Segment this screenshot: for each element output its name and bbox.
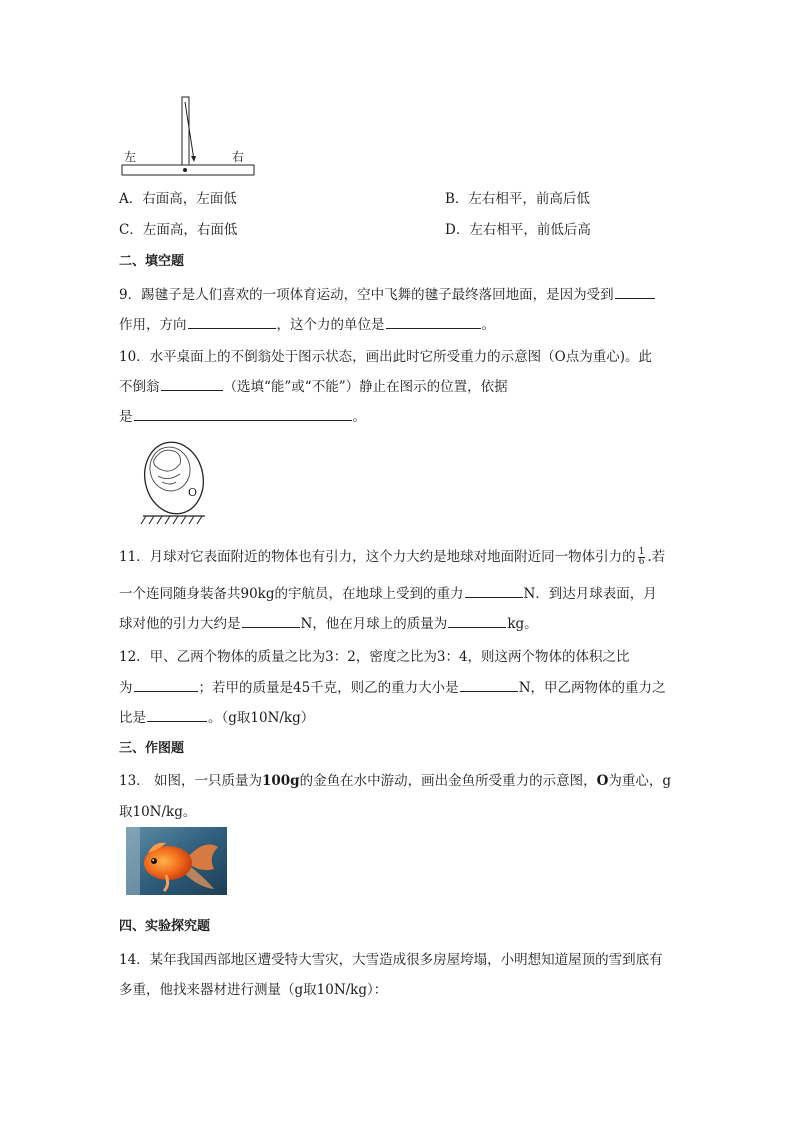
q11-line3 <box>119 612 538 632</box>
q12-line2 <box>119 676 666 696</box>
section-heading-fill-in: 二、填空题 <box>119 254 185 269</box>
q11-line2 <box>119 582 657 602</box>
q11-text3: 一个连同随身装备共90kg的宇航员，在地球上受到的重力 <box>119 586 464 602</box>
q12-blank1[interactable] <box>134 677 198 692</box>
q9-text4: 。 <box>481 317 495 333</box>
q11-blank3[interactable] <box>448 613 506 628</box>
level-board-figure <box>118 92 258 178</box>
q12-line3 <box>119 706 314 726</box>
option-d: D．左右相平，前低后高 <box>445 222 591 238</box>
q13-text1: 13． 如图，一只质量为 <box>119 773 262 789</box>
q11-text1: 11．月球对它表面附近的物体也有引力，这个力大约是地球对地面附近同一物体引力的 <box>119 549 636 565</box>
q10-line2 <box>119 375 508 395</box>
section-heading-experiment: 四、实验探究题 <box>119 919 211 934</box>
fraction-denominator: 6 <box>638 557 645 567</box>
q9-blank3[interactable] <box>386 314 481 329</box>
option-b: B．左右相平，前高后低 <box>445 191 590 207</box>
q10-blank2[interactable] <box>134 406 352 421</box>
q12-blank3[interactable] <box>147 707 207 722</box>
q10-text1: 不倒翁 <box>119 379 160 395</box>
q13-line1 <box>119 769 671 789</box>
q11-blank2[interactable] <box>242 613 300 628</box>
q10-line3 <box>119 405 366 425</box>
q13-text2: 的金鱼在水中游动，画出金鱼所受重力的示意图， <box>299 773 597 789</box>
q9-blank2[interactable] <box>188 314 276 329</box>
q11-text5: 球对他的引力大约是 <box>119 616 241 632</box>
board-right-label: 右 <box>232 150 245 164</box>
q11-text7: kg。 <box>507 616 538 632</box>
q14-line1: 14．某年我国西部地区遭受特大雪灾，大雪造成很多房屋垮塌，小明想知道屋顶的雪到底有 <box>119 952 663 968</box>
q9-text2: 作用，方向 <box>119 317 187 333</box>
q9-text3: ，这个力的单位是 <box>276 317 385 333</box>
q13-line2: 取10N/kg。 <box>119 804 197 820</box>
q11-fraction <box>638 548 646 567</box>
q13-mass: 100g <box>261 773 300 789</box>
q10-blank1[interactable] <box>161 376 223 391</box>
q12-text3: N，甲乙两物体的重力之 <box>518 680 666 696</box>
q10-line1: 10．水平桌面上的不倒翁处于图示状态，画出此时它所受重力的示意图（O点为重心)。此 <box>119 349 653 365</box>
q9-line2 <box>119 313 495 333</box>
q10-text2: （选填“能”或“不能”）静止在图示的位置，依据 <box>223 379 508 395</box>
q12-blank2[interactable] <box>460 677 518 692</box>
option-c: C．左面高，右面低 <box>119 222 238 238</box>
q12-text2: ；若甲的质量是45千克，则乙的重力大小是 <box>198 680 459 696</box>
q12-text1: 为 <box>119 680 133 696</box>
q11-text6: N，他在月球上的质量为 <box>300 616 448 632</box>
fraction-numerator: 1 <box>638 547 645 557</box>
q13-center-letter: O <box>596 773 609 789</box>
q9-line1 <box>119 283 656 303</box>
option-a: A．右面高，左面低 <box>119 191 237 207</box>
q13-text3: 为重心，g <box>608 773 672 789</box>
tumbler-toy-figure <box>138 436 210 528</box>
q10-text4: 。 <box>352 409 366 425</box>
section-heading-drawing: 三、作图题 <box>119 741 185 756</box>
q14-line2: 多重，他找来器材进行测量（g取10N/kg）： <box>119 982 388 998</box>
goldfish-photo <box>126 827 227 895</box>
q9-blank1[interactable] <box>615 284 655 299</box>
q11-line1 <box>119 545 665 567</box>
q11-text4: N．到达月球表面，月 <box>523 586 657 602</box>
q11-text2: .若 <box>647 549 666 565</box>
q12-text5: 。（g取10N/kg） <box>208 710 315 726</box>
tumbler-center-label: O <box>188 486 198 499</box>
q10-text3: 是 <box>119 409 133 425</box>
q11-blank1[interactable] <box>465 583 523 598</box>
q12-line1: 12．甲、乙两个物体的质量之比为3：2，密度之比为3：4，则这两个物体的体积之比 <box>119 649 630 665</box>
board-left-label: 左 <box>124 150 137 164</box>
q9-text1: 9．踢毽子是人们喜欢的一项体育运动，空中飞舞的毽子最终落回地面，是因为受到 <box>119 287 614 303</box>
q12-text4: 比是 <box>119 710 146 726</box>
